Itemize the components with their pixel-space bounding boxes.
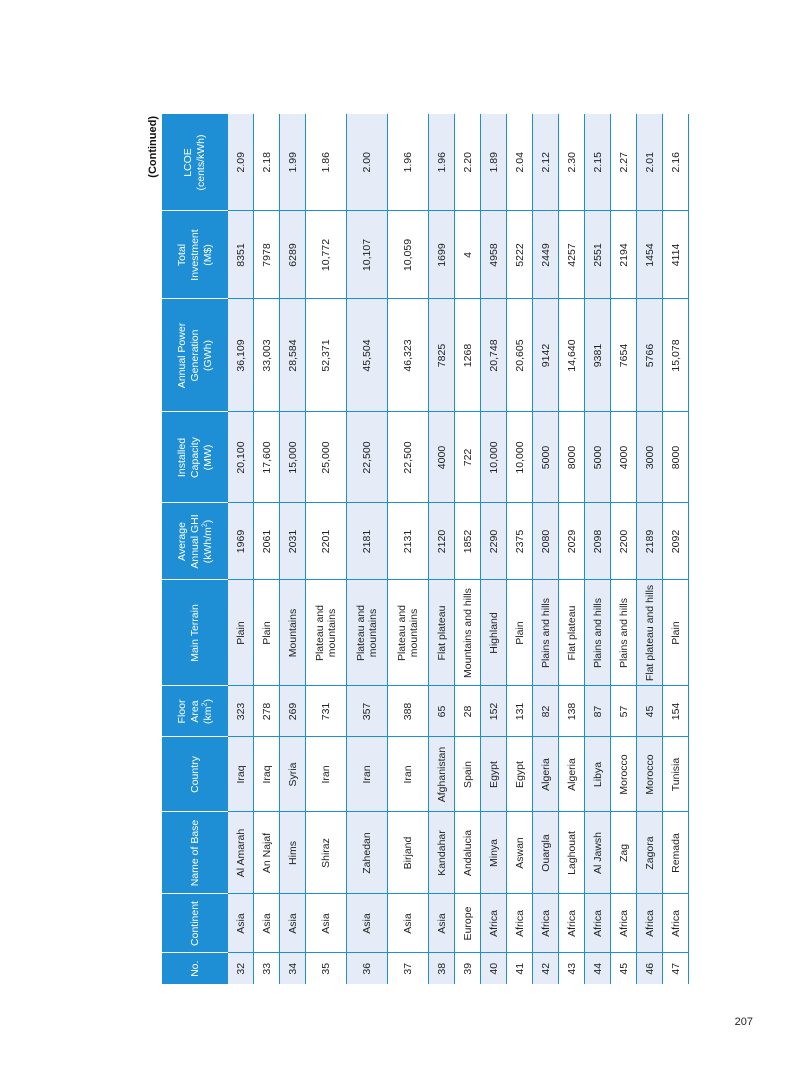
rotated-table-container xyxy=(146,114,681,984)
cell-lcoe: 2.30 xyxy=(558,114,584,211)
cell-capacity: 17,600 xyxy=(253,412,279,503)
cell-terrain: Plain xyxy=(228,580,254,686)
header-lcoe-line2: (cents/kWh) xyxy=(194,134,207,191)
cell-terrain: Highland xyxy=(480,580,506,686)
cell-investment: 4958 xyxy=(480,211,506,299)
cell-investment: 1454 xyxy=(636,211,662,299)
cell-lcoe: 2.12 xyxy=(532,114,558,211)
header-annual-power-generation xyxy=(162,299,228,412)
cell-name: Al Jawsh xyxy=(584,812,610,894)
table-row xyxy=(253,114,279,984)
cell-capacity: 722 xyxy=(454,412,480,503)
cell-continent: Asia xyxy=(428,894,454,953)
cell-terrain-line2: mountains xyxy=(325,608,338,657)
cell-capacity: 10,000 xyxy=(506,412,532,503)
cell-name: Remada xyxy=(662,812,688,894)
cell-ghi: 2092 xyxy=(662,503,688,580)
cell-terrain: Mountains and hills xyxy=(454,580,480,686)
table-row xyxy=(506,114,532,984)
cell-continent: Africa xyxy=(610,894,636,953)
header-no: No. xyxy=(162,953,228,984)
header-generation-line3: (GWh) xyxy=(201,339,213,371)
cell-continent: Asia xyxy=(253,894,279,953)
cell-country: Iran xyxy=(305,737,346,812)
cell-terrain-line1: Plateau and xyxy=(354,604,367,661)
cell-area: 28 xyxy=(454,686,480,737)
cell-no: 45 xyxy=(610,953,636,984)
cell-area: 131 xyxy=(506,686,532,737)
cell-continent: Africa xyxy=(532,894,558,953)
cell-country: Afghanistan xyxy=(428,737,454,812)
header-floor-area xyxy=(162,686,228,737)
cell-continent: Africa xyxy=(558,894,584,953)
cell-name: Hims xyxy=(279,812,305,894)
cell-terrain-line1: Plateau and xyxy=(313,604,326,661)
cell-ghi: 2120 xyxy=(428,503,454,580)
cell-area: 278 xyxy=(253,686,279,737)
cell-name: Zagora xyxy=(636,812,662,894)
header-ghi-unit-post: ) xyxy=(201,519,213,523)
header-floor-area-unit-pre: (km xyxy=(201,705,213,724)
cell-country: Morocco xyxy=(636,737,662,812)
cell-investment: 6289 xyxy=(279,211,305,299)
header-ghi-unit-sup: 2 xyxy=(200,522,208,527)
cell-area: 65 xyxy=(428,686,454,737)
table-row xyxy=(662,114,688,984)
header-capacity-line1: Installed xyxy=(175,437,187,477)
cell-capacity: 20,100 xyxy=(228,412,254,503)
cell-area: 57 xyxy=(610,686,636,737)
cell-terrain xyxy=(305,580,346,686)
cell-country: Egypt xyxy=(506,737,532,812)
cell-area: 323 xyxy=(228,686,254,737)
cell-lcoe: 2.09 xyxy=(228,114,254,211)
cell-capacity: 22,500 xyxy=(346,412,387,503)
cell-capacity: 4000 xyxy=(610,412,636,503)
continued-label: (Continued) xyxy=(146,115,159,178)
header-country: Country xyxy=(162,737,228,812)
cell-area: 45 xyxy=(636,686,662,737)
cell-no: 41 xyxy=(506,953,532,984)
cell-name: Andalucia xyxy=(454,812,480,894)
cell-lcoe: 1.86 xyxy=(305,114,346,211)
header-generation-line2: Generation xyxy=(188,329,200,381)
cell-generation: 33,003 xyxy=(253,299,279,412)
cell-investment: 10,059 xyxy=(387,211,428,299)
cell-lcoe: 2.27 xyxy=(610,114,636,211)
table-row xyxy=(584,114,610,984)
cell-generation: 7825 xyxy=(428,299,454,412)
cell-ghi: 1969 xyxy=(228,503,254,580)
cell-no: 47 xyxy=(662,953,688,984)
header-capacity-line3: (MW) xyxy=(201,444,213,470)
cell-name: Shiraz xyxy=(305,812,346,894)
page-number: 207 xyxy=(734,1016,753,1028)
cell-name: Kandahar xyxy=(428,812,454,894)
header-name-of-base: Name of Base xyxy=(162,812,228,894)
cell-ghi: 2131 xyxy=(387,503,428,580)
cell-generation: 9142 xyxy=(532,299,558,412)
cell-ghi: 2181 xyxy=(346,503,387,580)
cell-area: 269 xyxy=(279,686,305,737)
cell-continent: Asia xyxy=(387,894,428,953)
cell-name: Zag xyxy=(610,812,636,894)
cell-investment: 10,772 xyxy=(305,211,346,299)
cell-investment: 4257 xyxy=(558,211,584,299)
table-row xyxy=(428,114,454,984)
cell-investment: 2449 xyxy=(532,211,558,299)
cell-area: 388 xyxy=(387,686,428,737)
solar-base-table xyxy=(162,113,689,984)
cell-terrain: Flat plateau and hills xyxy=(636,580,662,686)
cell-continent: Africa xyxy=(480,894,506,953)
header-ghi-line1: Average xyxy=(175,521,187,561)
cell-continent: Africa xyxy=(506,894,532,953)
cell-lcoe: 2.00 xyxy=(346,114,387,211)
cell-no: 43 xyxy=(558,953,584,984)
cell-name: Laghouat xyxy=(558,812,584,894)
cell-terrain: Plains and hills xyxy=(610,580,636,686)
header-capacity-line2: Capacity xyxy=(188,436,200,478)
cell-investment: 2194 xyxy=(610,211,636,299)
cell-no: 38 xyxy=(428,953,454,984)
cell-lcoe: 1.96 xyxy=(428,114,454,211)
cell-continent: Asia xyxy=(305,894,346,953)
cell-no: 40 xyxy=(480,953,506,984)
cell-area: 731 xyxy=(305,686,346,737)
cell-terrain: Plain xyxy=(506,580,532,686)
cell-lcoe: 2.04 xyxy=(506,114,532,211)
cell-area: 154 xyxy=(662,686,688,737)
cell-capacity: 3000 xyxy=(636,412,662,503)
header-investment-line3: (M$) xyxy=(201,243,213,266)
cell-continent: Asia xyxy=(228,894,254,953)
cell-capacity: 15,000 xyxy=(279,412,305,503)
cell-no: 34 xyxy=(279,953,305,984)
cell-lcoe: 2.18 xyxy=(253,114,279,211)
header-floor-area-unit-post: ) xyxy=(201,698,213,703)
cell-country: Iran xyxy=(387,737,428,812)
cell-investment: 1699 xyxy=(428,211,454,299)
table-row xyxy=(279,114,305,984)
cell-investment: 5222 xyxy=(506,211,532,299)
table-row xyxy=(636,114,662,984)
cell-generation: 46,323 xyxy=(387,299,428,412)
cell-investment: 2551 xyxy=(584,211,610,299)
cell-no: 33 xyxy=(253,953,279,984)
cell-ghi: 2098 xyxy=(584,503,610,580)
cell-lcoe: 2.15 xyxy=(584,114,610,211)
cell-continent: Africa xyxy=(636,894,662,953)
cell-investment: 4 xyxy=(454,211,480,299)
cell-lcoe: 2.20 xyxy=(454,114,480,211)
cell-name: Aswan xyxy=(506,812,532,894)
cell-capacity: 22,500 xyxy=(387,412,428,503)
cell-ghi: 2080 xyxy=(532,503,558,580)
cell-generation: 15,078 xyxy=(662,299,688,412)
table-row xyxy=(532,114,558,984)
cell-continent: Asia xyxy=(279,894,305,953)
cell-country: Iraq xyxy=(253,737,279,812)
cell-generation: 52,371 xyxy=(305,299,346,412)
cell-capacity: 25,000 xyxy=(305,412,346,503)
cell-ghi: 2201 xyxy=(305,503,346,580)
cell-ghi: 2375 xyxy=(506,503,532,580)
table-row xyxy=(387,114,428,984)
cell-name: Minya xyxy=(480,812,506,894)
cell-ghi: 2200 xyxy=(610,503,636,580)
cell-ghi: 2061 xyxy=(253,503,279,580)
cell-country: Iran xyxy=(346,737,387,812)
cell-name: Al Amarah xyxy=(228,812,254,894)
cell-terrain: Flat plateau xyxy=(558,580,584,686)
table-header-row xyxy=(162,114,228,984)
header-investment-line1: Total xyxy=(175,243,187,266)
cell-ghi: 2031 xyxy=(279,503,305,580)
cell-country: Libya xyxy=(584,737,610,812)
cell-investment: 10,107 xyxy=(346,211,387,299)
cell-ghi: 1852 xyxy=(454,503,480,580)
cell-terrain-line2: mountains xyxy=(407,608,420,657)
cell-no: 42 xyxy=(532,953,558,984)
header-continent: Continent xyxy=(162,894,228,953)
cell-area: 357 xyxy=(346,686,387,737)
cell-terrain: Plains and hills xyxy=(532,580,558,686)
header-total-investment xyxy=(162,211,228,299)
cell-generation: 20,605 xyxy=(506,299,532,412)
cell-name: Zahedan xyxy=(346,812,387,894)
cell-generation: 20,748 xyxy=(480,299,506,412)
cell-area: 82 xyxy=(532,686,558,737)
cell-no: 46 xyxy=(636,953,662,984)
cell-generation: 9381 xyxy=(584,299,610,412)
cell-country: Spain xyxy=(454,737,480,812)
cell-generation: 45,504 xyxy=(346,299,387,412)
cell-country: Morocco xyxy=(610,737,636,812)
cell-terrain-line1: Plateau and xyxy=(395,604,408,661)
table-row xyxy=(305,114,346,984)
cell-capacity: 4000 xyxy=(428,412,454,503)
cell-terrain: Plain xyxy=(253,580,279,686)
cell-no: 44 xyxy=(584,953,610,984)
cell-terrain xyxy=(346,580,387,686)
cell-country: Tunisia xyxy=(662,737,688,812)
cell-continent: Asia xyxy=(346,894,387,953)
cell-country: Egypt xyxy=(480,737,506,812)
cell-capacity: 5000 xyxy=(584,412,610,503)
cell-country: Iraq xyxy=(228,737,254,812)
cell-terrain: Mountains xyxy=(279,580,305,686)
cell-investment: 7978 xyxy=(253,211,279,299)
header-ghi-line2: Annual GHI xyxy=(188,513,200,569)
header-lcoe xyxy=(162,114,228,211)
cell-area: 138 xyxy=(558,686,584,737)
header-generation-line1: Annual Power xyxy=(175,322,187,388)
cell-lcoe: 1.89 xyxy=(480,114,506,211)
table-row xyxy=(610,114,636,984)
table-row xyxy=(454,114,480,984)
cell-terrain-line2: mountains xyxy=(366,608,379,657)
cell-ghi: 2189 xyxy=(636,503,662,580)
cell-name: Birjand xyxy=(387,812,428,894)
header-main-terrain: Main Terrain xyxy=(162,580,228,686)
cell-continent: Africa xyxy=(662,894,688,953)
cell-lcoe: 1.99 xyxy=(279,114,305,211)
cell-generation: 1268 xyxy=(454,299,480,412)
cell-terrain: Plain xyxy=(662,580,688,686)
cell-capacity: 10,000 xyxy=(480,412,506,503)
header-ghi-unit-pre: (kWh/m xyxy=(201,526,213,563)
cell-generation: 28,584 xyxy=(279,299,305,412)
cell-country: Algeria xyxy=(532,737,558,812)
cell-terrain: Flat plateau xyxy=(428,580,454,686)
cell-investment: 8351 xyxy=(228,211,254,299)
cell-country: Syria xyxy=(279,737,305,812)
cell-capacity: 8000 xyxy=(662,412,688,503)
header-average-ghi xyxy=(162,503,228,580)
cell-investment: 4114 xyxy=(662,211,688,299)
header-installed-capacity xyxy=(162,412,228,503)
cell-generation: 36,109 xyxy=(228,299,254,412)
header-lcoe-line1: LCOE xyxy=(181,147,194,177)
cell-generation: 5766 xyxy=(636,299,662,412)
cell-lcoe: 1.96 xyxy=(387,114,428,211)
cell-ghi: 2290 xyxy=(480,503,506,580)
cell-area: 152 xyxy=(480,686,506,737)
cell-no: 37 xyxy=(387,953,428,984)
cell-no: 39 xyxy=(454,953,480,984)
cell-capacity: 8000 xyxy=(558,412,584,503)
cell-generation: 7654 xyxy=(610,299,636,412)
cell-area: 87 xyxy=(584,686,610,737)
table-row xyxy=(480,114,506,984)
header-floor-area-label: Floor Area xyxy=(175,699,200,723)
table-row xyxy=(228,114,254,984)
cell-no: 32 xyxy=(228,953,254,984)
cell-terrain: Plains and hills xyxy=(584,580,610,686)
cell-continent: Africa xyxy=(584,894,610,953)
header-investment-line2: Investment xyxy=(188,228,200,281)
cell-no: 35 xyxy=(305,953,346,984)
cell-name: An Najaf xyxy=(253,812,279,894)
cell-terrain xyxy=(387,580,428,686)
header-floor-area-unit-sup: 2 xyxy=(200,702,208,706)
cell-name: Ouargla xyxy=(532,812,558,894)
cell-generation: 14,640 xyxy=(558,299,584,412)
cell-country: Algeria xyxy=(558,737,584,812)
cell-no: 36 xyxy=(346,953,387,984)
cell-lcoe: 2.01 xyxy=(636,114,662,211)
table-row xyxy=(346,114,387,984)
cell-capacity: 5000 xyxy=(532,412,558,503)
cell-lcoe: 2.16 xyxy=(662,114,688,211)
cell-ghi: 2029 xyxy=(558,503,584,580)
table-row xyxy=(558,114,584,984)
cell-continent: Europe xyxy=(454,894,480,953)
